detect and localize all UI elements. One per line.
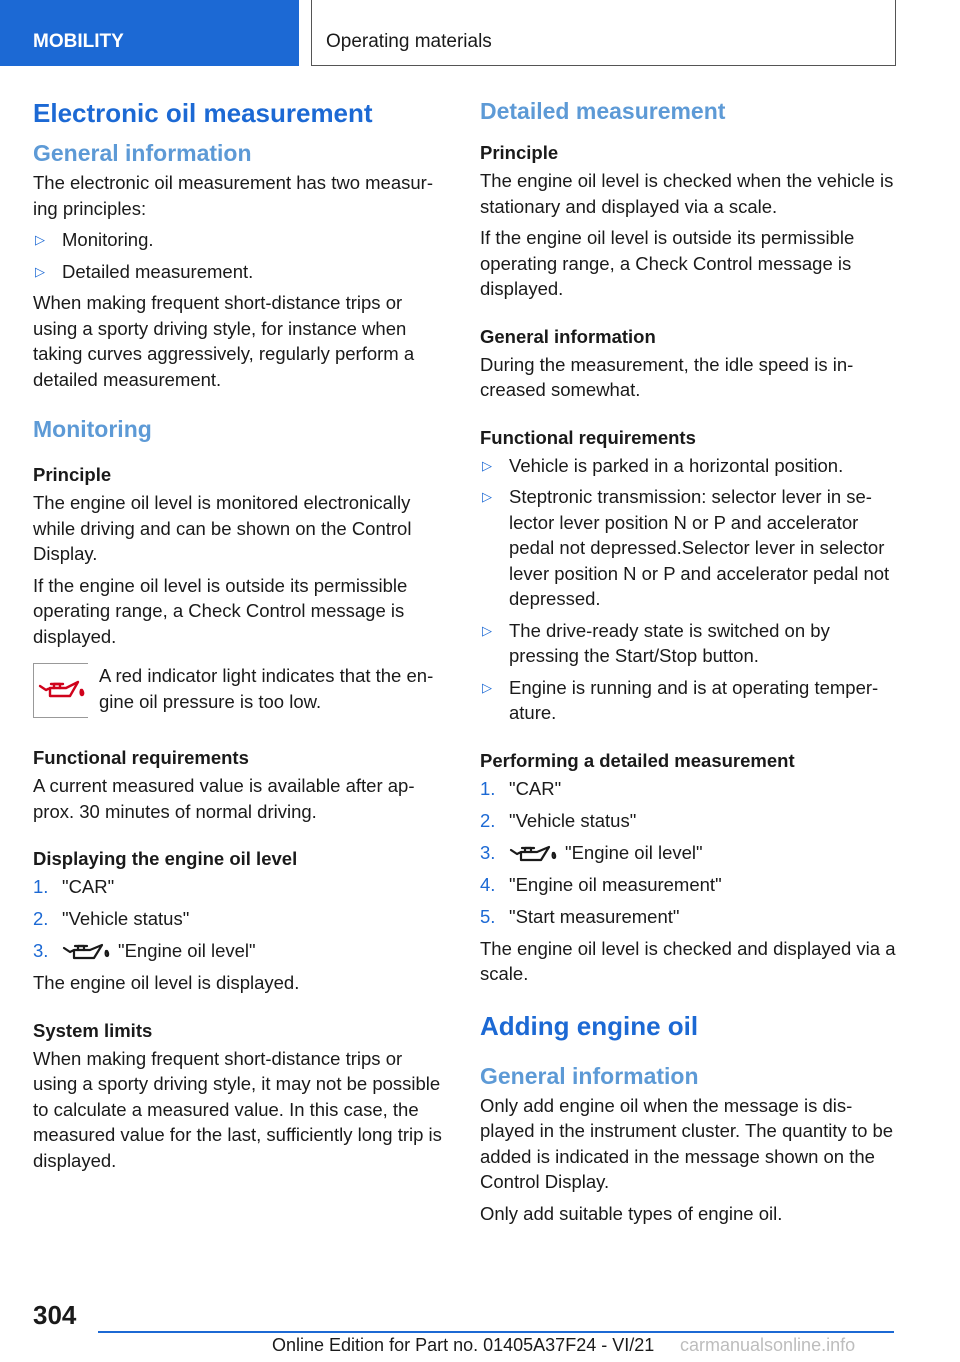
principle-text-2: If the engine oil level is outside its permissible operating range, a Check Control message is displayed. [33, 574, 408, 647]
adding-general-heading: General information [480, 1062, 699, 1089]
list-item: 3. "Engine oil level" [480, 841, 703, 863]
principle-text-1: The engine oil level is monitored electronically while driving and can be shown on the Control Display. [33, 492, 412, 564]
detailed-measurement-heading: Detailed measurement [480, 98, 726, 124]
triangle-bullet-icon: ▷ [482, 489, 492, 504]
oil-can-icon [62, 942, 112, 962]
section-tab: MOBILITY [0, 0, 299, 66]
display-result: The engine oil level is displayed. [33, 972, 300, 993]
left-column [33, 96, 449, 1179]
list-item: ▷ Engine is running and is at operating temperature. [482, 676, 879, 723]
principle-text-1: The engine oil level is checked when the vehicle is stationary and displayed via a scale. [480, 170, 894, 217]
system-limits-heading: System limits [33, 1019, 153, 1041]
display-steps [33, 874, 449, 964]
list-item: 2. "Vehicle status" [33, 908, 190, 929]
triangle-bullet-icon: ▷ [482, 457, 492, 473]
principle-heading: Principle [33, 464, 112, 485]
page-header [0, 0, 960, 66]
monitoring-heading: Monitoring [33, 416, 152, 442]
func-req-text: A current measured value is available after approx. 30 minutes of normal driving. [33, 775, 415, 822]
list-item: 1. "CAR" [480, 777, 562, 799]
adding-text-2: Only add suitable types of engine oil. [480, 1202, 783, 1224]
list-item: ▷ The drive-ready state is switched on by pressing the Start/Stop button. [482, 619, 830, 666]
general-info-heading: General information [480, 325, 656, 347]
general-info-text: During the measurement, the idle speed is increased somewhat. [480, 353, 854, 400]
list-item: 3. "Engine oil level" [33, 940, 256, 961]
general-note: When making frequent short-distance trips or using a sporty driving style, for instance when taking curves aggressively, regularly perform a detailed measurement. [33, 292, 415, 390]
oil-can-icon [33, 663, 88, 718]
func-req-list [480, 453, 900, 726]
adding-oil-title: Adding engine oil [480, 1010, 699, 1041]
general-info-heading: General information [33, 140, 252, 166]
system-limits-text: When making frequent short-distance trips or using a sporty driving style, it may not be possible to calculate a measured value. In this case, the measured value for the last, sufficiently long trip is displayed. [33, 1047, 442, 1171]
indicator-note [33, 663, 449, 723]
func-req-heading: Functional requirements [33, 747, 249, 768]
oil-can-icon [509, 844, 559, 864]
triangle-bullet-icon: ▷ [35, 263, 45, 279]
display-oil-heading: Displaying the engine oil level [33, 848, 298, 869]
list-item: 4. "Engine oil measurement" [480, 873, 722, 895]
perform-measurement-heading: Performing a detailed measurement [480, 749, 795, 771]
triangle-bullet-icon: ▷ [35, 232, 45, 247]
chapter-title: Operating materials [311, 0, 896, 66]
watermark: carmanualsonline.info [680, 1335, 856, 1355]
list-item: ▷ Monitoring. [33, 227, 449, 253]
footer-divider [98, 1331, 894, 1333]
perform-steps [480, 776, 900, 930]
page-number: 304 [33, 1300, 77, 1330]
triangle-bullet-icon: ▷ [482, 679, 492, 695]
triangle-bullet-icon: ▷ [482, 622, 492, 638]
list-item: ▷ Vehicle is parked in a horizontal position. [480, 453, 900, 479]
main-title: Electronic oil measurement [33, 98, 373, 128]
footer-edition: Online Edition for Part no. 01405A37F24 - VI/21 [272, 1335, 655, 1355]
right-column [480, 96, 900, 1232]
list-item: 1. "CAR" [33, 876, 115, 897]
list-item: 5. "Start measurement" [480, 905, 680, 927]
principle-text-2: If the engine oil level is outside its permissible operating range, a Check Control message is displayed. [480, 227, 855, 299]
general-info-text: The electronic oil measurement has two measuring principles: [33, 172, 433, 219]
principles-list [33, 227, 449, 284]
adding-text-1: Only add engine oil when the message is displayed in the instrument cluster. The quantity to be added is indicated in the message shown on the Control Display. [480, 1094, 894, 1192]
principle-heading: Principle [480, 142, 559, 163]
list-item: ▷ Detailed measurement. [33, 259, 449, 285]
perform-result: The engine oil level is checked and displayed via a scale. [480, 937, 896, 984]
list-item: 2. "Vehicle status" [480, 809, 637, 831]
indicator-text: A red indicator light indicates that the engine oil pressure is too low. [99, 665, 434, 712]
list-item: ▷ Steptronic transmission: selector lever in selector lever position N or P and accelerator pedal not depressed.Selector lever in selector lever position N or P and accelerator pedal not depressed. [482, 486, 890, 609]
func-req-heading: Functional requirements [480, 426, 696, 448]
